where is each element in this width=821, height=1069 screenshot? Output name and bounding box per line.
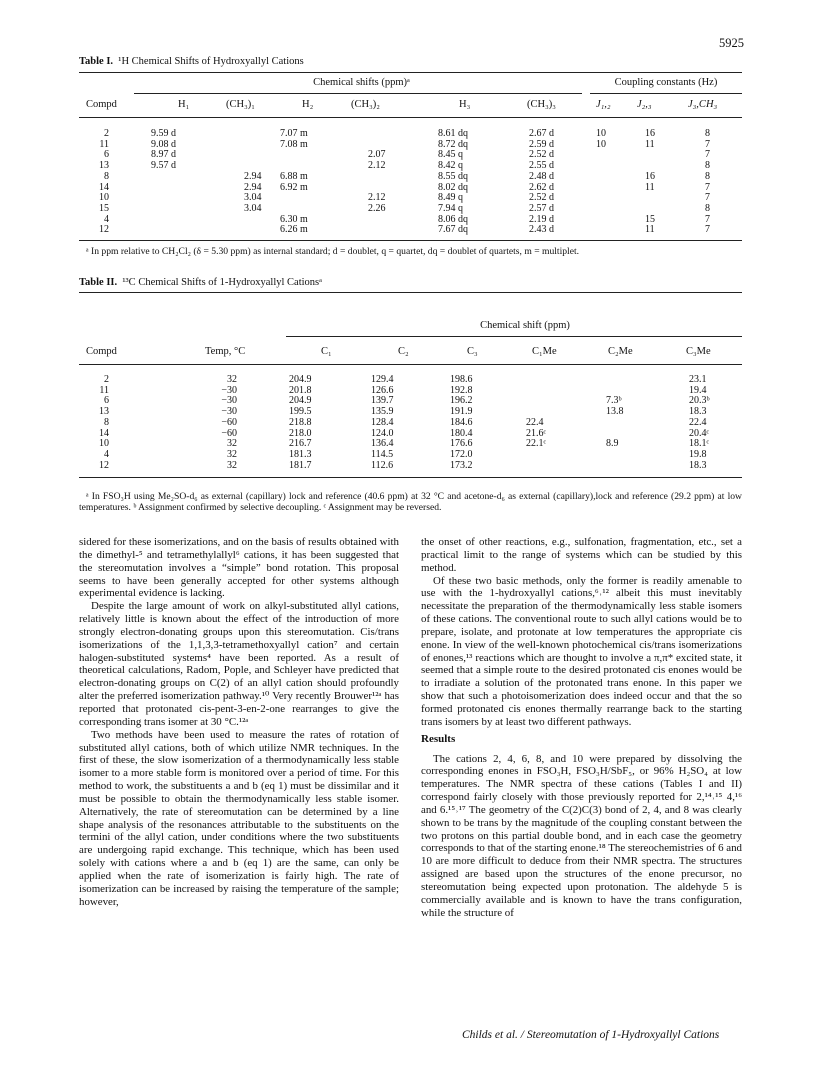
table1-col-h2: 7.07 m 7.08 m 6.88 m 6.92 m 6.30 m 6.26 m — [280, 128, 308, 236]
table2-col-c1me: 22.4 21.6ᶜ 22.1ᶜ — [526, 416, 547, 450]
table1-top-rule — [79, 72, 742, 73]
right-column — [421, 536, 742, 919]
table1-col-ch3-3: 2.67 d 2.59 d 2.52 d 2.55 d 2.48 d 2.62 d 2.52 d 2.57 d 2.19 d 2.43 d — [529, 128, 554, 236]
table1-header-compd: Compd — [86, 99, 117, 110]
table1-footnote: ᵃ In ppm relative to CH₂Cl₂ (δ = 5.30 ppm) as internal standard; d = doublet, q = quartet, dq = doublet of quartets, m = multiplet. — [86, 246, 580, 257]
table2-col-c3me: 23.1 19.4 20.3ᵇ 18.3 22.4 20.4ᶜ 18.1ᶜ 19.8 18.3 — [689, 374, 710, 471]
table2-footnote: ᵃ In FSO₃H using Me₂SO-d₆ as external (capillary) lock and reference (40.6 ppm) at 32 °C and acetone-d₆ as external (capillary),lock and reference (29.2 ppm) at low temperatures. ᵇ Assignment confirmed by selective decoupling. ᶜ Assignment may be reversed. — [79, 491, 742, 514]
table1-bottom-rule — [79, 240, 742, 241]
table1-header-ch3-2: (CH₃)₂ — [351, 99, 380, 110]
table1-col-ch3-1: 2.94 2.94 3.04 3.04 — [244, 170, 262, 214]
table1-col-j23: 16 11 16 11 15 11 — [645, 128, 655, 236]
table1-col-h3: 8.61 dq 8.72 dq 8.45 q 8.42 q 8.55 dq 8.02 dq 8.49 q 7.94 q 8.06 dq 7.67 dq — [438, 128, 468, 236]
table2-header-c2me: C₂Me — [608, 346, 633, 357]
table2-header-c3me: C₃Me — [686, 346, 711, 357]
table1-col-j12: 10 10 — [596, 128, 606, 150]
table1-header-rule — [79, 117, 742, 118]
table2-bottom-rule — [79, 477, 742, 478]
table1-caption — [79, 56, 304, 67]
table1-header-h1: H₁ — [178, 99, 190, 110]
table2-col-compd: 2 11 6 13 8 14 10 4 12 — [99, 374, 109, 471]
table1-group-rule-1 — [134, 93, 582, 94]
table2-header-c1: C₁ — [321, 346, 332, 357]
table2-header-c2: C₂ — [398, 346, 409, 357]
left-paragraph-1: sidered for these isomerizations, and on the basis of results obtained with the dimethyl-⁵ and tetramethylallyl⁶ cations, it has been suggested that the stereomutation involves a “simple” bond rotation. This proposal seems to have been generally accepted for other systems although experimental evidence is lacking. — [79, 536, 399, 600]
table2-group-rule — [286, 336, 742, 337]
table1-header-ch3-1: (CH₃)₁ — [226, 99, 255, 110]
left-paragraph-2: Despite the large amount of work on alkyl-substituted allyl cations, relatively little is known about the effect of the introduction of more strongly electron-donating groups upon this stereomutation. Cis/trans isomerizations of the 1,1,3,3-tetramethoxyallyl cation⁷ and certain halogen-substituted systems⁴ have been reported. As a result of theoretical calculations, Radom, Pople, and Schleyer have predicted that electron-donating groups on C(2) of an allyl cation should profoundly alter the preferred isomerization pathway.¹⁰ Very recently Brouwer¹²ᵃ has reported that protonated cis-pent-3-en-2-one rearranges to give the corresponding trans isomer at 30 °C.¹²ᵃ — [79, 600, 399, 728]
table1-col-h1: 9.59 d 9.08 d 8.97 d 9.57 d — [151, 128, 176, 172]
table2-header-rule — [79, 364, 742, 365]
table1-header-j23: J₂,₃ — [637, 99, 652, 110]
table2-title: ¹³C Chemical Shifts of 1-Hydroxyallyl Cationsᵃ — [122, 277, 322, 288]
table1-title: ¹H Chemical Shifts of Hydroxyallyl Cations — [118, 56, 304, 67]
table1-header-ch3-3: (CH₃)₃ — [527, 99, 556, 110]
table2-header-compd: Compd — [86, 346, 117, 357]
table2-col-c1: 204.9 201.8 204.9 199.5 218.8 218.0 216.7 181.3 181.7 — [289, 374, 312, 471]
table2-label: Table II. — [79, 277, 118, 288]
table1-header-j3ch3: J₃,CH₃ — [688, 99, 718, 110]
running-footer: Childs et al. / Stereomutation of 1-Hydroxyallyl Cations — [462, 1029, 720, 1041]
table1-col-j3ch3: 8 7 7 8 8 7 7 8 7 7 — [705, 128, 710, 236]
page-number: 5925 — [719, 36, 744, 50]
table1-header-h2: H₂ — [302, 99, 314, 110]
table1-group-rule-2 — [590, 93, 742, 94]
left-column — [79, 536, 399, 908]
table2-group-chemical-shift: Chemical shift (ppm) — [480, 320, 570, 331]
table2-top-rule — [79, 292, 742, 293]
table2-header-c1me: C₁Me — [532, 346, 557, 357]
table1-label: Table I. — [79, 56, 114, 67]
table2-col-c3: 198.6 192.8 196.2 191.9 184.6 180.4 176.6 172.0 173.2 — [450, 374, 473, 471]
right-paragraph-3: The cations 2, 4, 6, 8, and 10 were prepared by dissolving the corresponding enones in FSO₃H, FSO₃H/SbF₅, or 96% H₂SO₄ at low temperatures. The NMR spectra of these cations (Tables I and II) correspond fairly closely with those previously reported for 2,¹⁴˒¹⁵ 4,¹⁶ and 6.¹⁵˒¹⁷ The geometry of the C(2)C(3) bond of 2, 4, and 8 was clearly shown to be trans by the magnitude of the coupling constant between the two protons on this partial double bond, and in each case the geometry corresponds to that of the starting enone.¹⁸ The stereochemistries of 6 and 10 are more difficult to deduce from their NMR spectra. The structures assigned are based upon the structures of the enone precursor, no stereomutation being expected upon protonation. The aldehyde 5 is commercially available and is known to have the trans configuration, while the structure of — [421, 752, 742, 919]
table1-header-j12: J₁,₂ — [596, 99, 611, 110]
table2-col-c2: 129.4 126.6 139.7 135.9 128.4 124.0 136.4 114.5 112.6 — [371, 374, 394, 471]
right-paragraph-1: the onset of other reactions, e.g., sulfonation, fragmentation, etc., set a practical limit to the range of systems which can be studied by this method. — [421, 536, 742, 574]
table1-header-h3: H₃ — [459, 99, 471, 110]
table1-col-ch3-2: 2.07 2.12 2.12 2.26 — [368, 149, 386, 214]
table1-group-chemical-shifts: Chemical shifts (ppm)ᵃ — [313, 77, 410, 88]
table2-header-c3: C₃ — [467, 346, 478, 357]
table1-col-compd: 2 11 6 13 8 14 10 15 4 12 — [99, 128, 109, 236]
table2-col-temp: 32 −30 −30 −30 −60 −60 32 32 32 — [221, 374, 237, 471]
table1-group-coupling: Coupling constants (Hz) — [614, 77, 718, 88]
table2-col-c2me: 7.3ᵇ 13.8 8.9 — [606, 395, 624, 450]
table2-caption — [79, 277, 322, 288]
left-paragraph-3: Two methods have been used to measure the rates of rotation of substituted allyl cations, both of which utilize NMR techniques. In the first of these, the slow isomerization of a thermodynamically less stable isomer to a more stable form is monitored over a period of time. For this method to work, the substituents a and b (eq 1) must be dissimilar and it must be possible to obtain the thermodynamically less stable isomer. Alternatively, the rate of stereomutation can be determined by a line shape analysis of the resonances attributable to the substituents on the termini of the allyl cation, under conditions where the two substituents are undergoing rapid exchange. This technique, which has been used solely with cations where a and b (eq 1) are the same, can only be applied when the rate of isomerization is fairly high. The rate of isomerization can be increased by raising the temperature of the sample; however, — [79, 728, 399, 908]
right-paragraph-2: Of these two basic methods, only the former is readily amenable to use with the 1-hydroxyallyl cations,⁶˒¹² albeit this must inevitably necessitate the preparation of the thermodynamically less stable isomers of these cations. The conventional route to such allyl cations would be to prepare, isolate, and protonate at low temperatures the appropriate cis enone. In view of the well-known photochemical cis/trans isomerizations of enones,¹³ reactions which are thought to involve a π,π* excited state, it seemed that a simple route to the desired protonated cis enones would be to irradiate a solution of the protonated trans enone. In this paper we show that such a photoisomerization does indeed occur and that the so formed protonated cis enones thermally rearrange back to the starting trans isomers by at least two different pathways. — [421, 574, 742, 728]
results-heading: Results — [421, 732, 456, 745]
table2-header-temp: Temp, °C — [205, 346, 246, 357]
